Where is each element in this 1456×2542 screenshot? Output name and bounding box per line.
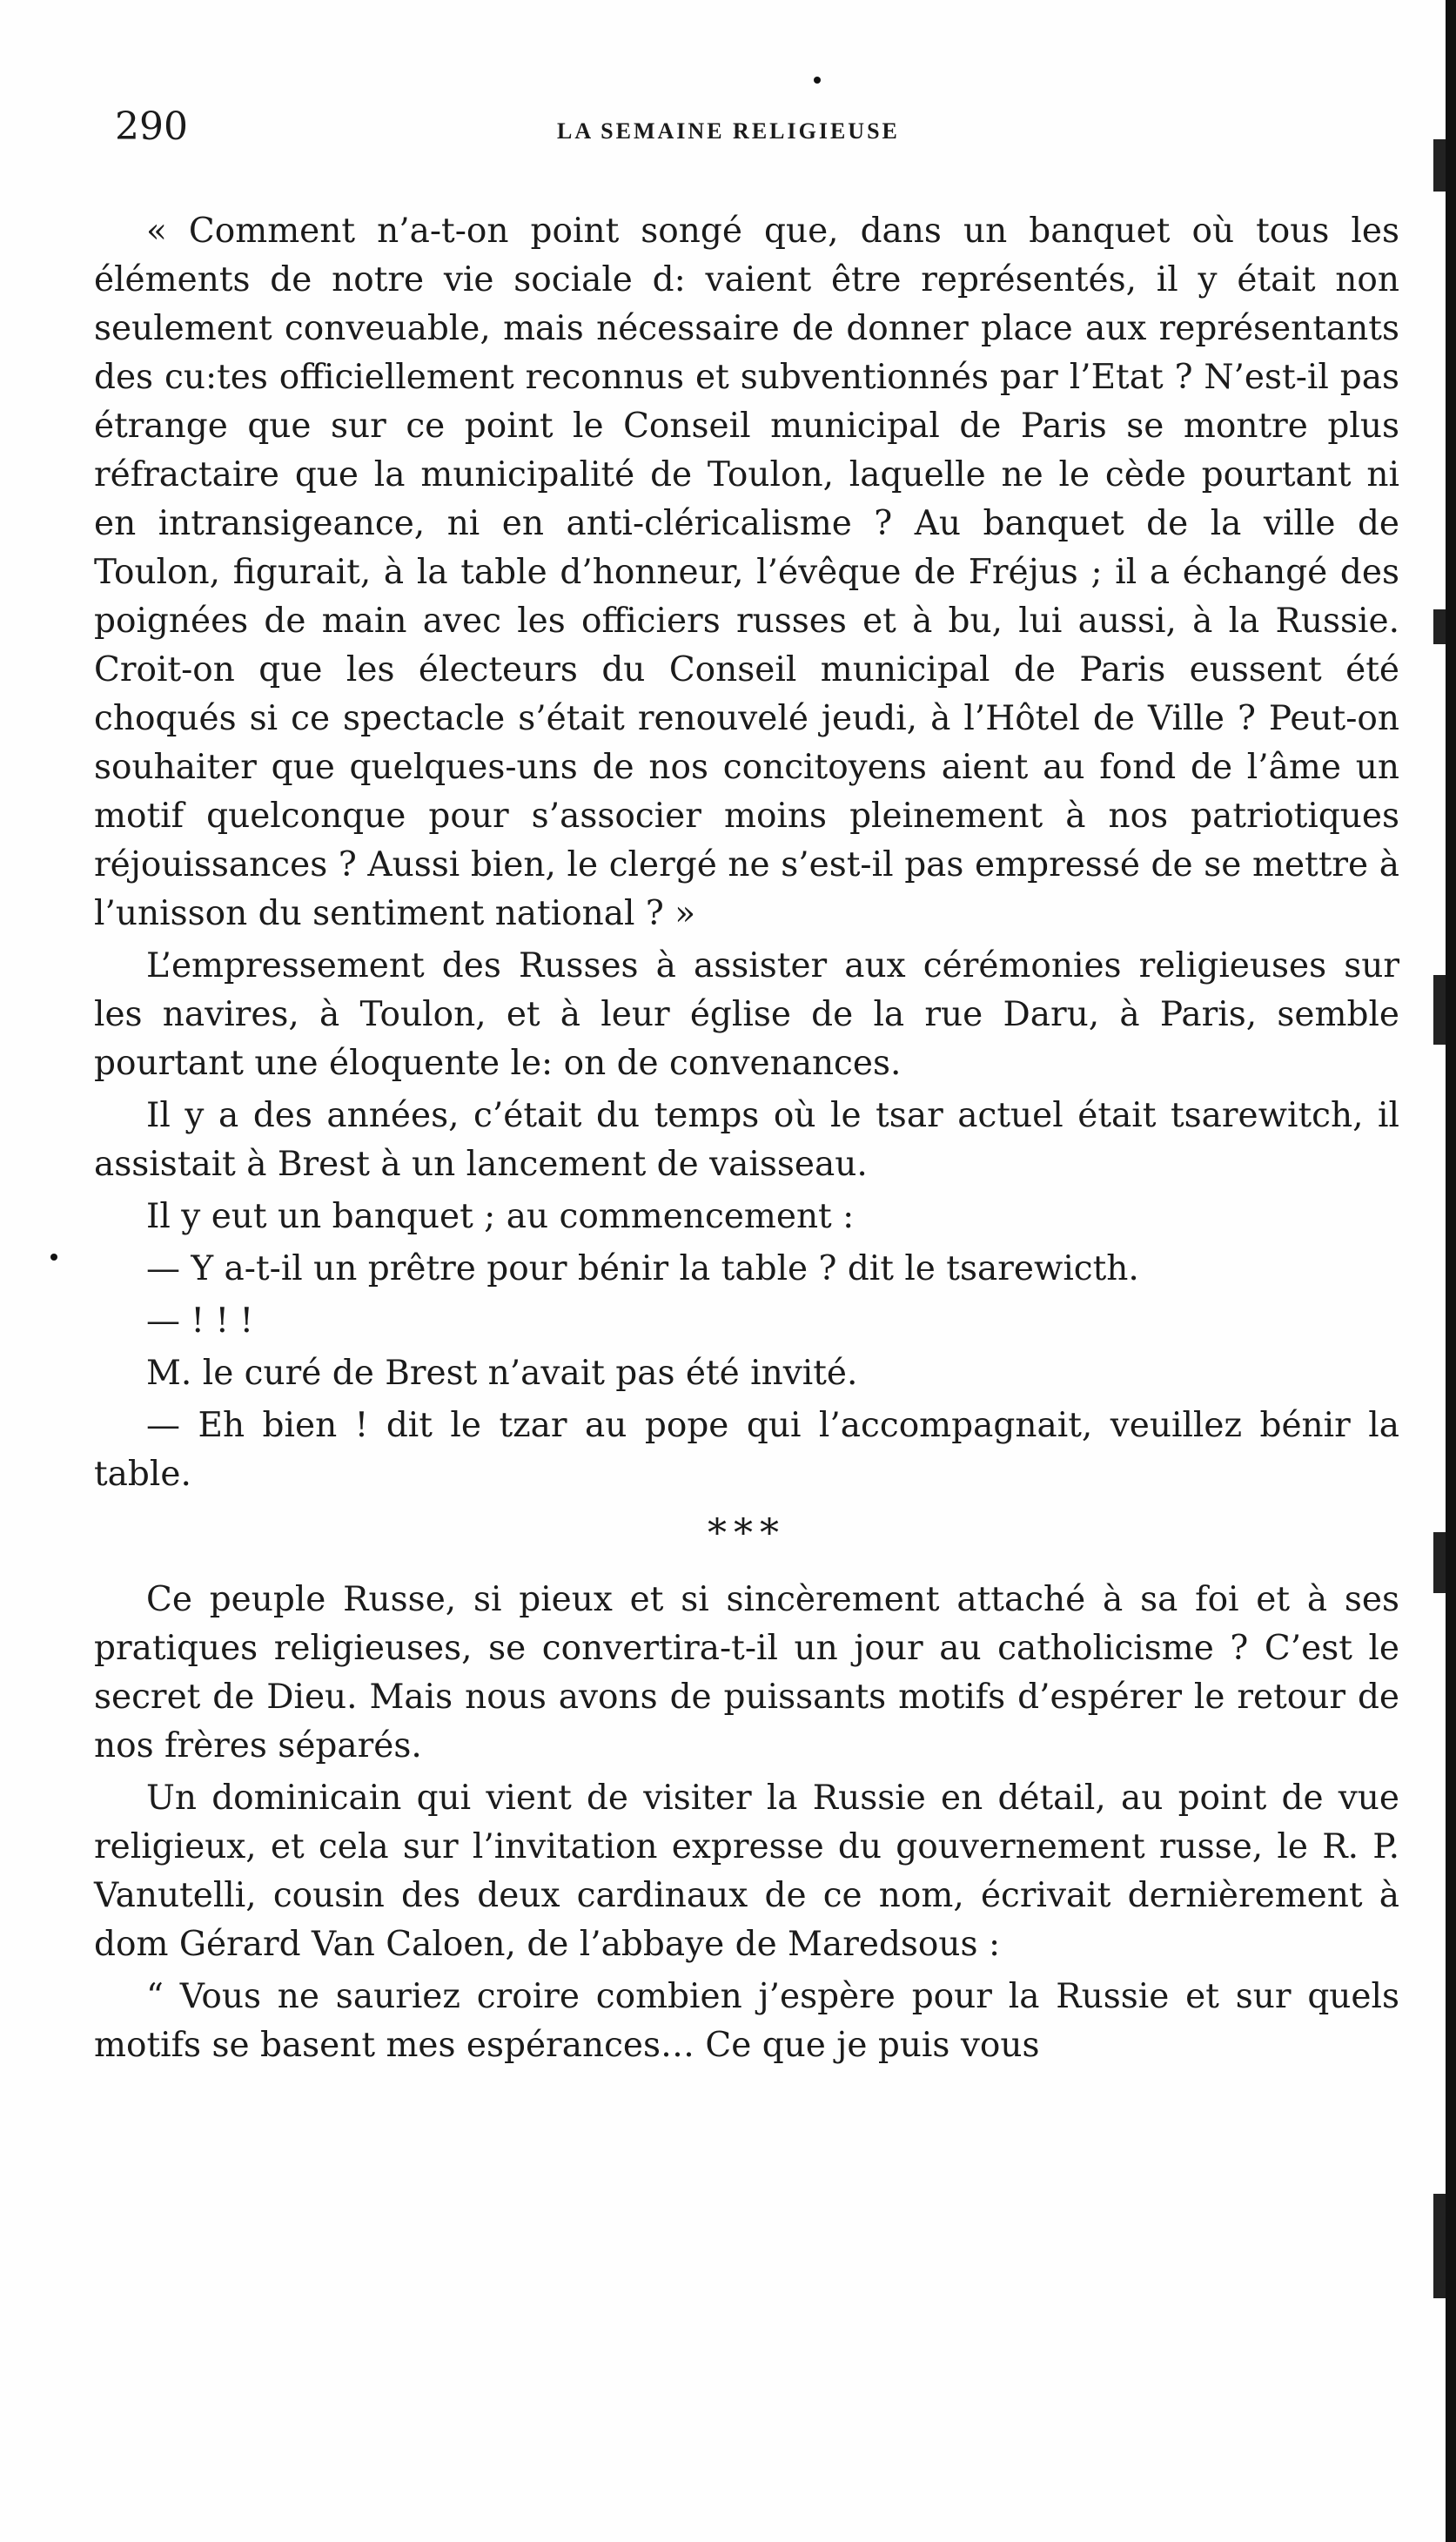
paragraph-lettre: “ Vous ne sauriez croire combien j’espère pour la Russie et sur quels motifs se basent mes espérances… Ce que je puis vous <box>94 1977 1399 2065</box>
paragraph-peuple-russe: Ce peuple Russe, si pieux et si sincèrement attaché à sa foi et à ses pratiques religieuses, se convertira-t-il un jour au catholicisme ? C’est le secret de Dieu. Mais nous avons de puissants motifs d’espérer le retour de nos frères séparés. <box>94 1580 1399 1765</box>
page-number: 290 <box>115 104 188 149</box>
page-body <box>94 207 1399 2074</box>
section-separator: *** <box>708 1511 786 1556</box>
running-title: LA SEMAINE RELIGIEUSE <box>557 118 900 144</box>
paragraph-dominicain: Un dominicain qui vient de visiter la Russie en détail, au point de vue religieux, et cela sur l’invitation expresse du gouvernement russe, le R. P. Vanutelli, cousin des deux cardinaux de ce nom, écrivait dernièrement à dom Gérard Van Caloen, de l’abbaye de Maredsous : <box>94 1779 1399 1964</box>
scan-speck <box>814 77 821 84</box>
page-header <box>104 104 1392 165</box>
paragraph-empressement: L’empressement des Russes à assister aux cérémonies religieuses sur les navires, à Toulon, et à leur église de la rue Daru, à Paris, semble pourtant une éloquente le: on de convenances. <box>94 946 1399 1083</box>
scan-edge-marks <box>1423 0 1446 2542</box>
dialog-line-eh-bien: — Eh bien ! dit le tzar au pope qui l’accompagnait, veuillez bénir la table. <box>94 1406 1399 1494</box>
paragraph-banquet: Il y eut un banquet ; au commencement : <box>146 1197 855 1236</box>
dialog-line-exclamation: — ! ! ! <box>146 1301 254 1341</box>
scan-speck <box>50 1254 57 1261</box>
scan-right-border <box>1446 0 1456 2542</box>
dialog-line-pretre: — Y a-t-il un prêtre pour bénir la table ? dit le tsarewicth. <box>146 1249 1139 1288</box>
paragraph-cure: M. le curé de Brest n’avait pas été invité. <box>146 1354 858 1393</box>
paragraph-quote: « Comment n’a-t-on point songé que, dans un banquet où tous les éléments de notre vie sociale d: vaient être représentés, il y était non seulement conveuable, mais nécessaire de donner place aux représentants des cu:tes officiellement reconnus et subventionnés par l’Etat ? N’est-il pas étrange que sur ce point le Conseil municipal de Paris se montre plus réfractaire que la municipalité de Toulon, laquelle ne le cède pourtant ni en intransigeance, ni en anti-cléricalisme ? Au banquet de la ville de Toulon, figurait, à la table d’honneur, l’évêque de Fréjus ; il a échangé des poignées de main avec les officiers russes et à bu, lui aussi, à la Russie. Croit-on que les électeurs du Conseil municipal de Paris eussent été choqués si ce spectacle s’était renouvelé jeudi, à l’Hôtel de Ville ? Peut-on souhaiter que quelques-uns de nos concitoyens aient au fond de l’âme un motif quelconque pour s’associer moins pleinement à nos patriotiques réjouissances ? Aussi bien, le clergé ne s’est-il pas empressé de se mettre à l’unisson du sentiment national ? » <box>94 212 1399 933</box>
paragraph-tsarewitch: Il y a des années, c’était du temps où le tsar actuel était tsarewitch, il assistait à Brest à un lancement de vaisseau. <box>94 1096 1399 1184</box>
